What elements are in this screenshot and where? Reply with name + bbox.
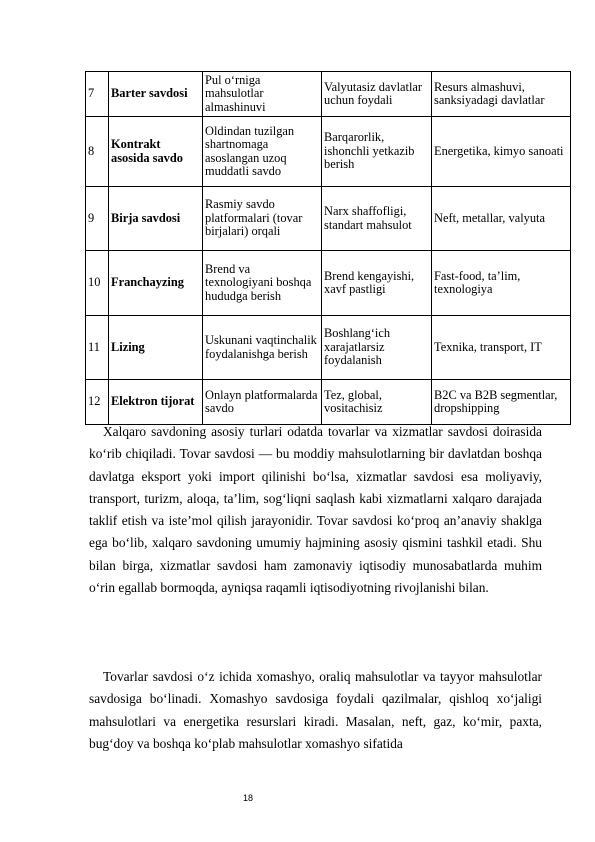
trade-type-sector: Resurs almashuvi, sanksiyadagi davlatlar	[432, 72, 571, 117]
trade-type-feature: Boshlang‘ich xarajatlarsiz foydalanish	[322, 316, 432, 380]
trade-type-feature: Valyutasiz davlatlar uchun foydali	[322, 72, 432, 117]
row-number: 8	[86, 117, 109, 187]
trade-type-name: Barter savdosi	[109, 72, 203, 117]
trade-type-sector: Fast-food, ta’lim, texnologiya	[432, 251, 571, 316]
trade-type-feature: Narx shaffofligi, standart mahsulot	[322, 187, 432, 251]
trade-type-description: Brend va texnologiyani boshqa hududga berish	[203, 251, 322, 316]
row-number: 9	[86, 187, 109, 251]
row-number: 7	[86, 72, 109, 117]
row-number: 11	[86, 316, 109, 380]
trade-type-name: Kontrakt asosida savdo	[109, 117, 203, 187]
trade-type-feature: Tez, global, vositachisiz	[322, 380, 432, 425]
trade-type-description: Rasmiy savdo platformalari (tovar birjalari) orqali	[203, 187, 322, 251]
trade-type-name: Elektron tijorat	[109, 380, 203, 425]
row-number: 12	[86, 380, 109, 425]
paragraph-text: Xalqaro savdoning asosiy turlari odatda tovarlar va xizmatlar savdosi doirasida ko‘rib chiqiladi. Tovar savdosi — bu moddiy mahsulotlarning bir davlatdan boshqa davlatga eksport yoki import qilinishi bo‘lsa, xizmatlar savdosi esa moliyaviy, transport, turizm, aloqa, ta’lim, sog‘liqni saqlash kabi xizmatlarni xalqaro darajada taklif etish va iste’mol qilish jarayonidir. Tovar savdosi ko‘proq an’anaviy shaklga ega bo‘lib, xalqaro savdoning umumiy hajmining asosiy qismini tashkil etadi. Shu bilan birga, xizmatlar savdosi ham zamonaviy iqtisodiy munosabatlarda muhim o‘rin egallab bormoqda, ayniqsa raqamli iqtisodiyotning rivojlanishi bilan.	[89, 424, 542, 596]
trade-type-feature: Barqarorlik, ishonchli yetkazib berish	[322, 117, 432, 187]
body-paragraph	[89, 421, 542, 599]
trade-type-name: Franchayzing	[109, 251, 203, 316]
table-row	[86, 316, 571, 380]
body-paragraph	[89, 666, 542, 755]
trade-type-name: Birja savdosi	[109, 187, 203, 251]
trade-type-sector: B2C va B2B segmentlar, dropshipping	[432, 380, 571, 425]
table-row	[86, 117, 571, 187]
page-number: 18	[243, 793, 254, 803]
table-row	[86, 187, 571, 251]
trade-types-table	[85, 71, 571, 425]
table-row	[86, 251, 571, 316]
trade-type-sector: Neft, metallar, valyuta	[432, 187, 571, 251]
paragraph-text: Tovarlar savdosi o‘z ichida xomashyo, oraliq mahsulotlar va tayyor mahsulotlar savdosiga bo‘linadi. Xomashyo savdosiga foydali qazilmalar, qishloq xo‘jaligi mahsulotlari va energetika resurslari kiradi. Masalan, neft, gaz, ko‘mir, paxta, bug‘doy va boshqa ko‘plab mahsulotlar xomashyo sifatida	[89, 669, 542, 751]
table-row	[86, 72, 571, 117]
row-number: 10	[86, 251, 109, 316]
table-row	[86, 380, 571, 425]
trade-type-sector: Texnika, transport, IT	[432, 316, 571, 380]
trade-type-description: Pul o‘rniga mahsulotlar almashinuvi	[203, 72, 322, 117]
trade-type-sector: Energetika, kimyo sanoati	[432, 117, 571, 187]
trade-type-description: Oldindan tuzilgan shartnomaga asoslangan uzoq muddatli savdo	[203, 117, 322, 187]
trade-type-description: Onlayn platformalarda savdo	[203, 380, 322, 425]
trade-type-name: Lizing	[109, 316, 203, 380]
trade-type-description: Uskunani vaqtinchalik foydalanishga berish	[203, 316, 322, 380]
trade-type-feature: Brend kengayishi, xavf pastligi	[322, 251, 432, 316]
